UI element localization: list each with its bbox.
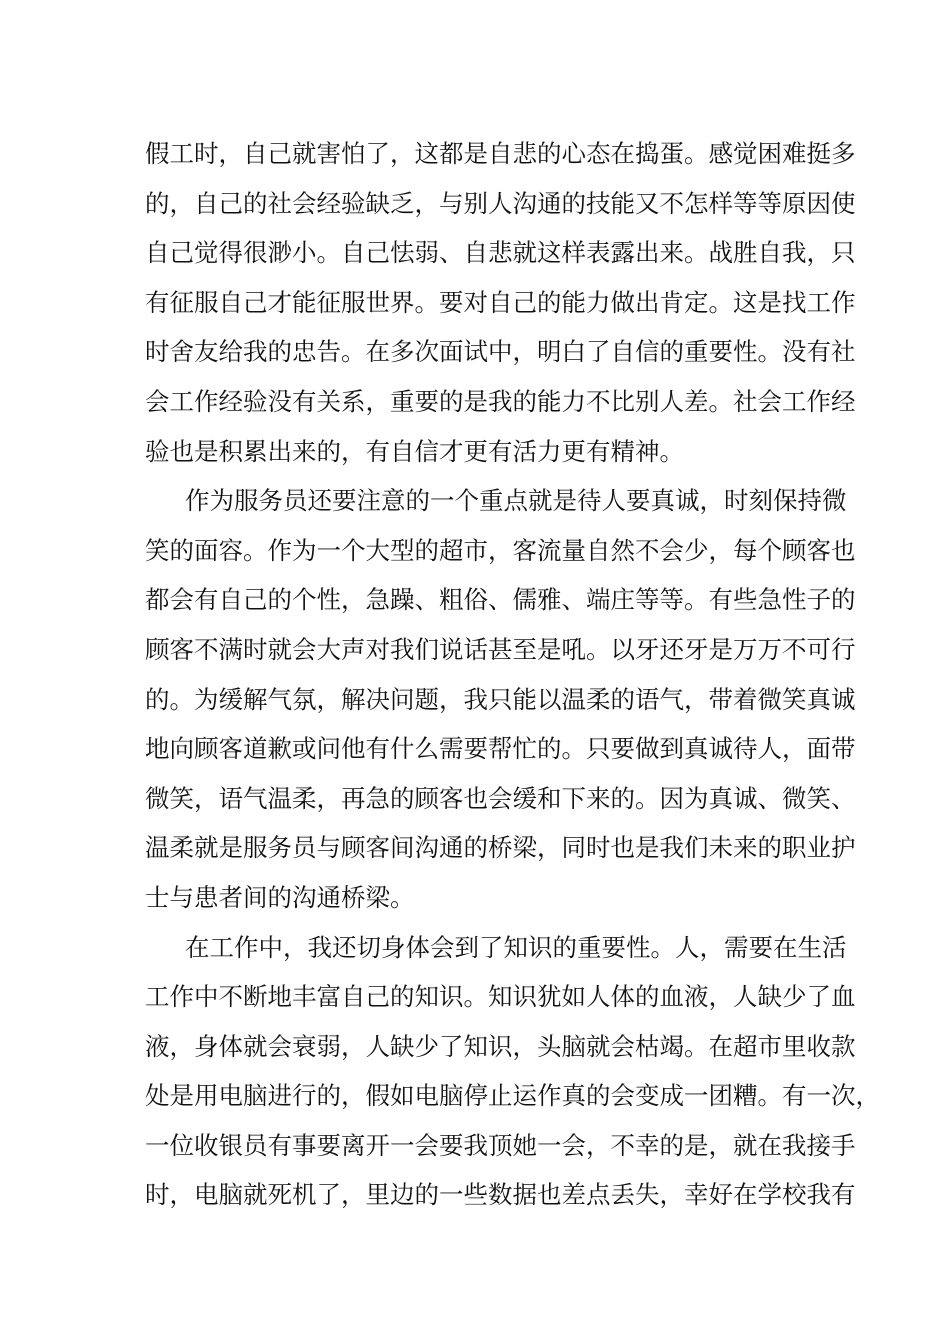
text-line: 假工时，自己就害怕了，这都是自悲的心态在捣蛋。感觉困难挺多 [145,139,856,168]
body-text [145,129,880,1220]
text-line: 微笑，语气温柔，再急的顾客也会缓和下来的。因为真诚、微笑、 [145,783,856,813]
text-line: 都会有自己的个性，急躁、粗俗、儒雅、端庄等等。有些急性子的 [145,585,856,615]
text-line: 士与患者间的沟通桥梁。 [145,882,415,912]
paragraph [145,923,880,1221]
text-line: 一位收银员有事要离开一会要我顶她一会，不幸的是，就在我接手 [145,1130,856,1160]
text-line: 会工作经验没有关系，重要的是我的能力不比别人差。社会工作经 [145,386,856,416]
text-line: 的，自己的社会经验缺乏，与别人沟通的技能又不怎样等等原因使 [145,188,856,218]
text-line: 自己觉得很渺小。自己怯弱、自悲就这样表露出来。战胜自我，只 [145,238,856,268]
text-line: 地向顾客道歉或问他有什么需要帮忙的。只要做到真诚待人，面带 [145,734,856,764]
text-line: 温柔就是服务员与顾客间沟通的桥梁，同时也是我们未来的职业护 [145,833,856,863]
text-line: 验也是积累出来的，有自信才更有活力更有精神。 [145,436,684,466]
text-line: 顾客不满时就会大声对我们说话甚至是吼。以牙还牙是万万不可行 [145,634,856,664]
text-line: 时舍友给我的忠告。在多次面试中，明白了自信的重要性。没有社 [145,337,856,367]
text-line: 时，电脑就死机了，里边的一些数据也差点丢失，幸好在学校我有 [145,1180,856,1210]
text-line: 的。为缓解气氛，解决问题，我只能以温柔的语气，带着微笑真诚 [145,684,856,714]
text-line: 处是用电脑进行的，假如电脑停止运作真的会变成一团糟。有一次， [145,1081,880,1111]
text-line: 工作中不断地丰富自己的知识。知识犹如人体的血液，人缺少了血 [145,982,856,1012]
text-line: 液，身体就会衰弱，人缺少了知识，头脑就会枯竭。在超市里收款 [145,1031,856,1061]
text-line: 笑的面容。作为一个大型的超市，客流量自然不会少，每个顾客也 [145,535,856,565]
paragraph [145,476,856,922]
paragraph [145,129,856,476]
text-line: 有征服自己才能征服世界。要对自己的能力做出肯定。这是找工作 [145,287,856,317]
text-line: 作为服务员还要注意的一个重点就是待人要真诚，时刻保持微 [185,486,847,516]
text-line: 在工作中，我还切身体会到了知识的重要性。人，需要在生活 [185,932,847,962]
